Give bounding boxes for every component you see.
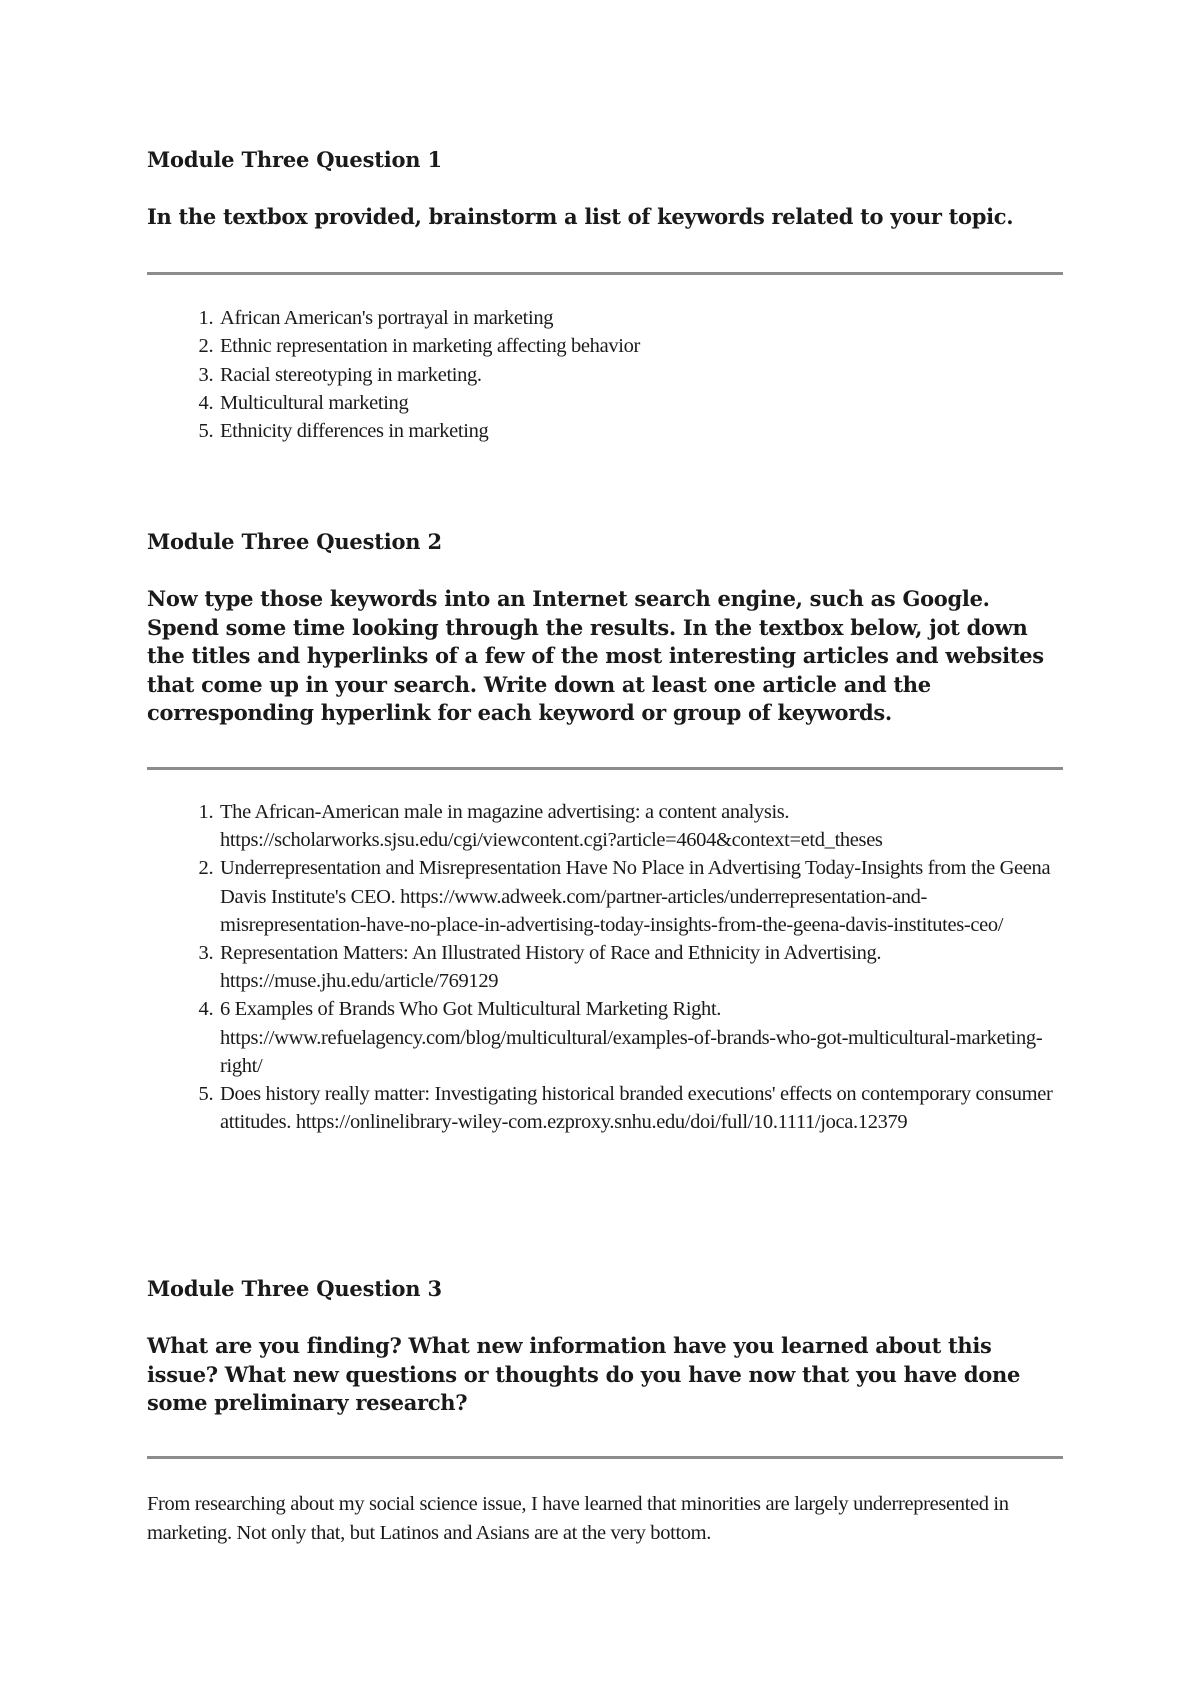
question-2-section <box>147 528 1063 556</box>
question-2-title: Module Three Question 2 <box>147 529 442 554</box>
list-item: 4. 6 Examples of Brands Who Got Multicultural Marketing Right. https://www.refuelagency.com/blog/multicultural/examples-of-brands-who-got-multicultural-marketing-right/ <box>218 995 1063 1080</box>
list-item: 1. The African-American male in magazine advertising: a content analysis. https://scholarworks.sjsu.edu/cgi/viewcontent.cgi?article=4604&context=etd_theses <box>218 798 1063 854</box>
question-1-divider <box>147 272 1063 275</box>
list-item: 5. Does history really matter: Investigating historical branded executions' effects on contemporary consumer attitudes. https://onlinelibrary-wiley-com.ezproxy.snhu.edu/doi/full/10.1111/joca.12379 <box>218 1080 1063 1136</box>
list-item: 4. Multicultural marketing <box>218 389 1063 417</box>
question-3-divider <box>147 1456 1063 1459</box>
question-2-prompt-block <box>147 585 1063 728</box>
document-page <box>147 0 1063 1698</box>
list-item: 3. Racial stereotyping in marketing. <box>218 361 1063 389</box>
list-item: 3. Representation Matters: An Illustrated History of Race and Ethnicity in Advertising. https://muse.jhu.edu/article/769129 <box>218 939 1063 995</box>
question-3-prompt: What are you finding? What new information have you learned about this issue? What new questions or thoughts do you have now that you have done some preliminary research? <box>147 1333 1021 1415</box>
question-3-answer-box[interactable] <box>147 1490 1063 1547</box>
keyword-list <box>147 304 1063 445</box>
question-2-divider <box>147 767 1063 770</box>
question-3-section <box>147 1275 1063 1303</box>
question-1-prompt: In the textbox provided, brainstorm a list of keywords related to your topic. <box>147 204 1014 229</box>
list-item: 2. Ethnic representation in marketing affecting behavior <box>218 332 1063 360</box>
question-2-answer-box[interactable] <box>147 798 1063 1136</box>
question-3-title: Module Three Question 3 <box>147 1276 442 1301</box>
question-3-prompt-block <box>147 1332 1063 1418</box>
article-list <box>147 798 1063 1136</box>
question-1-prompt-block <box>147 203 1063 232</box>
list-item: 2. Underrepresentation and Misrepresentation Have No Place in Advertising Today-Insights from the Geena Davis Institute's CEO. https://www.adweek.com/partner-articles/underrepresentation-and-misrepresentation-have-no-place-in-advertising-today-insights-from-the-geena-davis-institutes-ceo/ <box>218 854 1063 939</box>
question-1-section <box>147 146 1063 174</box>
question-1-title: Module Three Question 1 <box>147 147 442 172</box>
list-item: 5. Ethnicity differences in marketing <box>218 417 1063 445</box>
list-item: 1. African American's portrayal in marketing <box>218 304 1063 332</box>
question-3-answer: From researching about my social science issue, I have learned that minorities are largely underrepresented in marketing. Not only that, but Latinos and Asians are at the very bottom. <box>147 1493 1009 1544</box>
question-1-answer-box[interactable] <box>147 304 1063 445</box>
question-2-prompt: Now type those keywords into an Internet search engine, such as Google. Spend some time looking through the results. In the textbox below, jot down the titles and hyperlinks of a few of the most interesting articles and websites that come up in your search. Write down at least one article and the corresponding hyperlink for each keyword or group of keywords. <box>147 586 1044 725</box>
